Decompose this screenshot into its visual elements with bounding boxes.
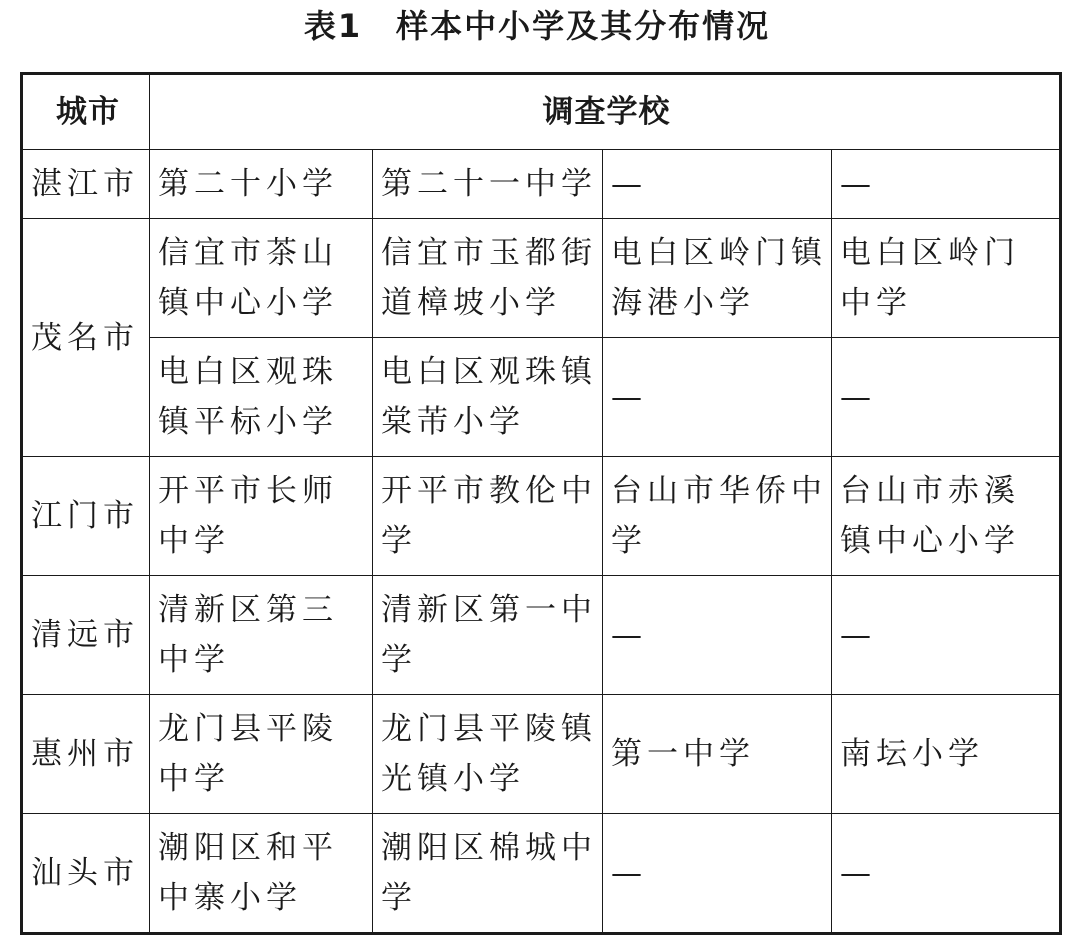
city-cell: 茂名市 bbox=[22, 219, 150, 457]
schools-table bbox=[20, 72, 1062, 935]
city-cell: 惠州市 bbox=[22, 695, 150, 814]
table-row bbox=[22, 814, 1061, 934]
school-cell: 清新区第三中学 bbox=[150, 576, 373, 695]
school-cell: 龙门县平陵中学 bbox=[150, 695, 373, 814]
city-cell: 江门市 bbox=[22, 457, 150, 576]
school-cell: 台山市赤溪镇中心小学 bbox=[832, 457, 1061, 576]
city-cell: 清远市 bbox=[22, 576, 150, 695]
empty-cell: — bbox=[603, 576, 832, 695]
school-cell: 第二十一中学 bbox=[373, 150, 603, 219]
empty-cell: — bbox=[832, 576, 1061, 695]
empty-cell: — bbox=[832, 150, 1061, 219]
header-city: 城市 bbox=[22, 74, 150, 150]
empty-cell: — bbox=[832, 338, 1061, 457]
table-row bbox=[22, 219, 1061, 338]
school-cell: 潮阳区棉城中学 bbox=[373, 814, 603, 934]
school-cell: 龙门县平陵镇光镇小学 bbox=[373, 695, 603, 814]
school-cell: 第二十小学 bbox=[150, 150, 373, 219]
school-cell: 电白区观珠镇棠芾小学 bbox=[373, 338, 603, 457]
school-cell: 信宜市茶山镇中心小学 bbox=[150, 219, 373, 338]
table-row bbox=[22, 576, 1061, 695]
table-row bbox=[22, 457, 1061, 576]
city-cell: 汕头市 bbox=[22, 814, 150, 934]
school-cell: 台山市华侨中学 bbox=[603, 457, 832, 576]
header-schools: 调查学校 bbox=[150, 74, 1061, 150]
school-cell: 开平市长师中学 bbox=[150, 457, 373, 576]
empty-cell: — bbox=[603, 150, 832, 219]
table-row bbox=[22, 150, 1061, 219]
school-cell: 电白区观珠镇平标小学 bbox=[150, 338, 373, 457]
school-cell: 清新区第一中学 bbox=[373, 576, 603, 695]
school-cell: 开平市教伦中学 bbox=[373, 457, 603, 576]
school-cell: 电白区岭门中学 bbox=[832, 219, 1061, 338]
table-row bbox=[22, 695, 1061, 814]
school-cell: 第一中学 bbox=[603, 695, 832, 814]
empty-cell: — bbox=[603, 338, 832, 457]
school-cell: 电白区岭门镇海港小学 bbox=[603, 219, 832, 338]
empty-cell: — bbox=[603, 814, 832, 934]
school-cell: 南坛小学 bbox=[832, 695, 1061, 814]
table-row bbox=[22, 338, 1061, 457]
empty-cell: — bbox=[832, 814, 1061, 934]
school-cell: 潮阳区和平中寨小学 bbox=[150, 814, 373, 934]
school-cell: 信宜市玉都街道樟坡小学 bbox=[373, 219, 603, 338]
city-cell: 湛江市 bbox=[22, 150, 150, 219]
table-title: 表1 样本中小学及其分布情况 bbox=[303, 7, 771, 45]
header-row bbox=[22, 74, 1061, 150]
